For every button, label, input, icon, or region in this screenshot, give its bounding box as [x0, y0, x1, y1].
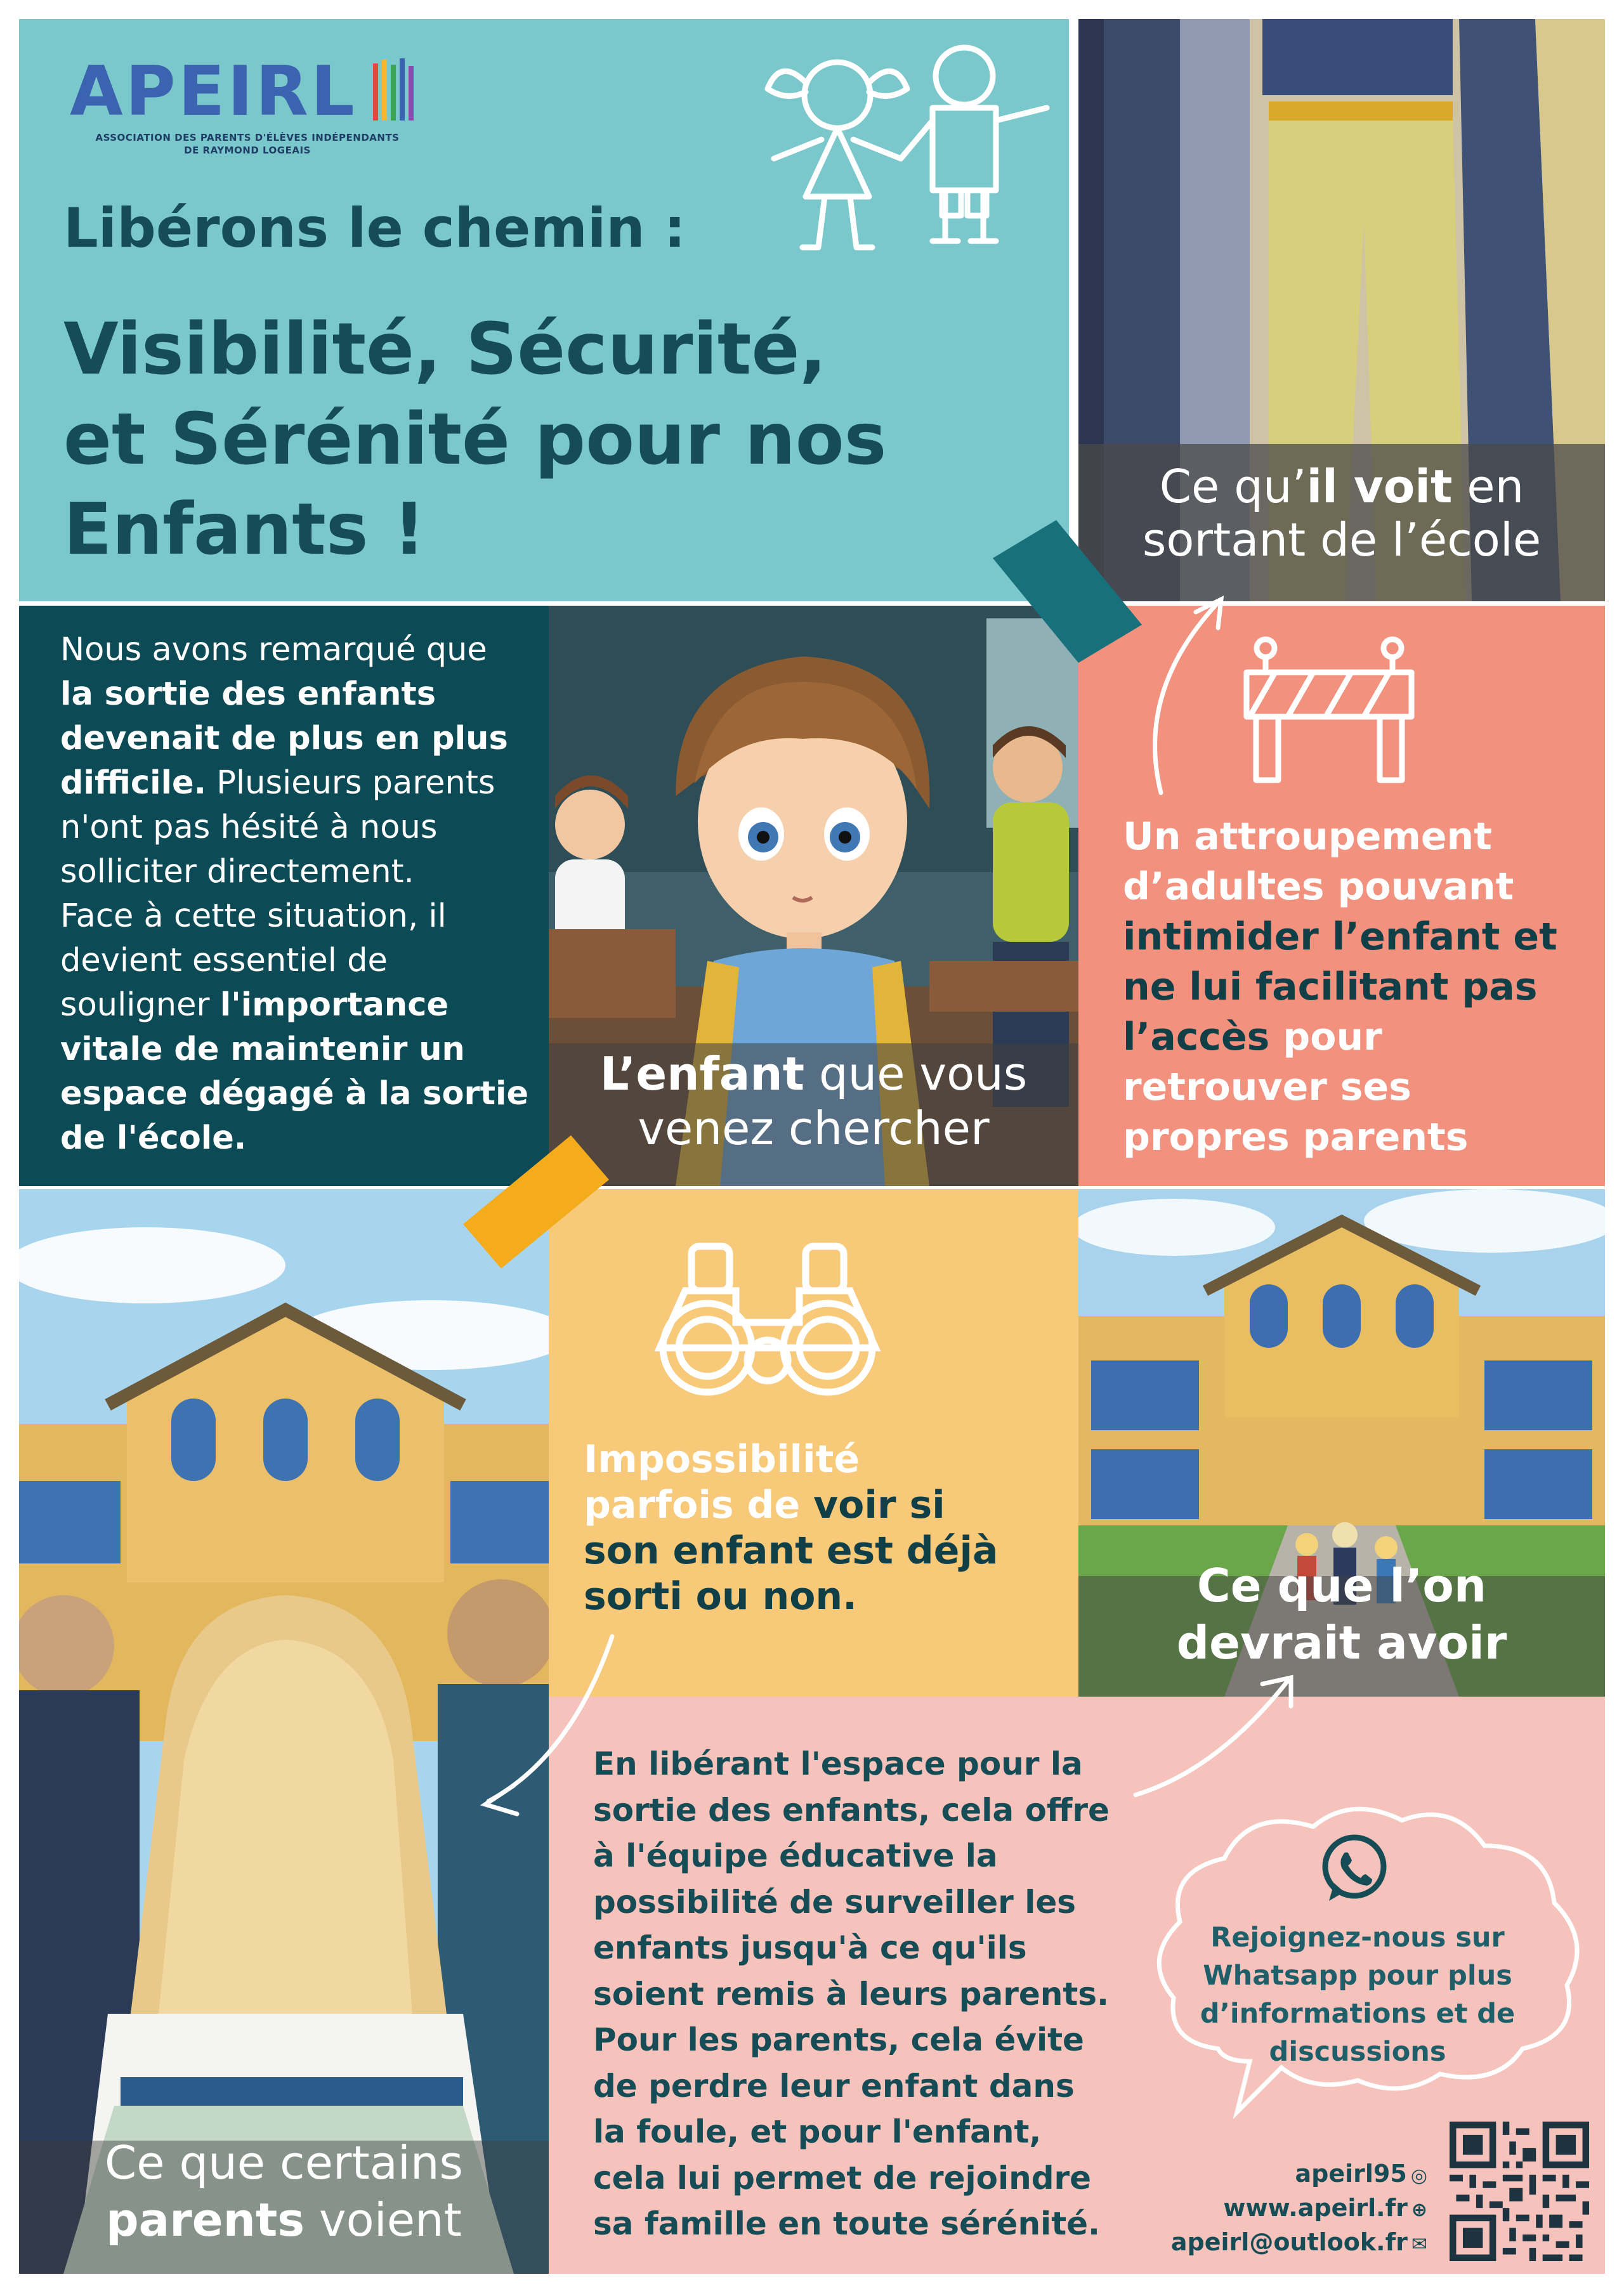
tape-yellow — [463, 1135, 609, 1269]
benefits-text: En libérant l'espace pour la sortie des enfants, cela offre à l'équipe éducative la possibilité de surveiller les enfants jusqu'à ce qu'ils soient remis à leurs parents. Pour les parents, cela évite de perdre leur enfant dans la foule, et pour l'enfant, cela lui permet de rejoindre sa famille en toute sérénité. — [593, 1745, 1110, 2242]
page-title-line1: Visibilité, Sécurité, — [63, 308, 827, 391]
logo-subtitle-1: ASSOCIATION DES PARENTS D'ÉLÈVES INDÉPENDANTS — [95, 132, 400, 143]
caption-sees-exit: Ce qu’il voit en sortant de l’école — [1142, 460, 1542, 566]
visibility-text: Impossibilité parfois de voir si son enfant est déjà sorti ou non. — [584, 1437, 999, 1619]
whatsapp-text: Rejoignez-nous sur Whatsapp pour plus d’informations et de discussions — [1200, 1922, 1516, 2068]
page-title-line3: Enfants ! — [63, 488, 426, 571]
logo-wordmark: APEIRL — [70, 52, 357, 131]
mail-icon: ✉ — [1411, 2233, 1427, 2255]
tape-teal — [993, 520, 1142, 663]
globe-icon: ⊕ — [1411, 2199, 1427, 2221]
page-kicker: Libérons le chemin : — [63, 197, 686, 260]
contact-website[interactable]: www.apeirl.fr ⊕ — [1223, 2194, 1427, 2222]
instagram-icon: ◎ — [1410, 2165, 1427, 2187]
contact-instagram[interactable]: apeirl95 ◎ — [1295, 2160, 1427, 2188]
intro-text: Nous avons remarqué que la sortie des enfants devenait de plus en plus difficile. Plusieurs parents n'ont pas hésité à nous solliciter directement. Face à cette situation, il devient essentiel de souligner l'importance vitale de maintenir un espace dégagé à la sortie de l'école. — [60, 631, 529, 1157]
logo-subtitle-2: DE RAYMOND LOGEAIS — [184, 145, 311, 156]
caption-child: L’enfant que vous venez chercher — [599, 1047, 1028, 1155]
caption-should-have: Ce que l’on devrait avoir — [1176, 1559, 1507, 1669]
caption-parents: Ce que certains parents voient — [105, 2136, 463, 2247]
page-title-line2: et Sérénité pour nos — [63, 398, 887, 481]
crowd-text: Un attroupement d’adultes pouvant intimider l’enfant et ne lui facilitant pas l’accès pour retrouver ses propres parents — [1123, 814, 1557, 1159]
contact-email[interactable]: apeirl@outlook.fr ✉ — [1170, 2228, 1427, 2256]
